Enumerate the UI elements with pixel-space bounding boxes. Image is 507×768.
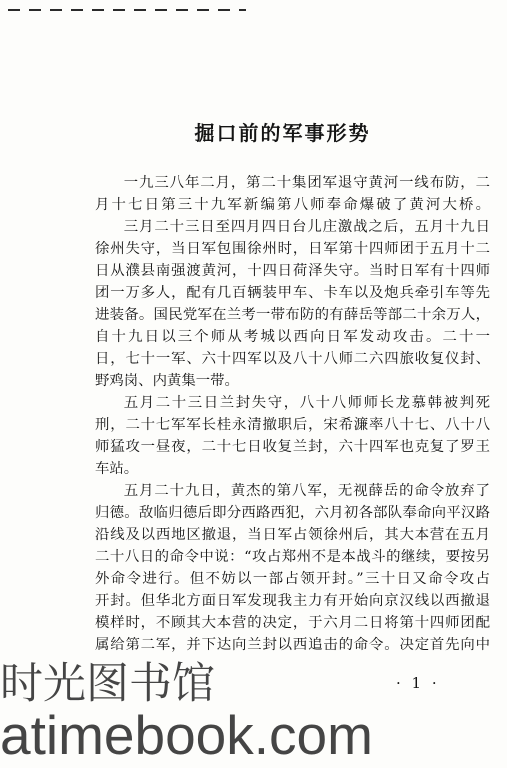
watermark-name: 时光图书馆 [0, 659, 215, 709]
text-line: 进装备。国民党军在兰考一带布防的有薛岳等部二十余万人， [95, 307, 490, 323]
text-line: 五月二十三日兰封失守，八十八师师长龙慕韩被判死 [123, 395, 490, 411]
text-line: 车站。 [95, 461, 139, 477]
paragraph-1 [95, 172, 490, 216]
text-line: 徐州失守，当日军包围徐州时，日军第十四师团于五月十二 [95, 241, 490, 257]
text-line: 野鸡岗、内黄集一带。 [95, 373, 239, 389]
body-text [95, 172, 490, 656]
text-line: 团一万多人，配有几百辆装甲车、卡车以及炮兵牵引车等先 [95, 285, 490, 301]
text-line: 模样时，不顾其大本营的决定，于六月二日将第十四师团配 [95, 615, 490, 631]
paragraph-3 [95, 392, 490, 480]
text-line: 五月二十九日，黄杰的第八军，无视薛岳的命令放弃了 [123, 483, 490, 499]
section-title: 掘口前的军事形势 [194, 121, 371, 145]
watermark-site: atimebook.com [0, 704, 373, 766]
text-line: 月十七日第三十九军新编第八师奉命爆破了黄河大桥。 [95, 197, 490, 213]
text-line: 日从濮县南强渡黄河，十四日荷泽失守。当时日军有十四师 [95, 263, 490, 279]
text-line: 归德。敌临归德后即分西路西犯，六月初各部队奉命向平汉路 [95, 505, 490, 521]
text-line: 一九三八年二月，第二十集团军退守黄河一线布防，二 [123, 175, 490, 191]
page-number: · 1 · [396, 674, 440, 692]
paragraph-2 [95, 216, 490, 392]
paragraph-4 [95, 480, 490, 656]
text-line: 自十九日以三个师从考城以西向日军发动攻击。二十一 [95, 329, 490, 345]
text-line: 师猛攻一昼夜，二十七日收复兰封，六十四军也克复了罗王 [95, 439, 490, 455]
text-line: 三月二十三日至四月四日台儿庄激战之后，五月十九日 [123, 219, 490, 235]
text-line: 属给第二军，并下达向兰封以西追击的命令。决定首先向中 [95, 637, 490, 653]
text-line: 二十八日的命令中说：“攻占郑州不是本战斗的继续，要按另 [95, 549, 490, 565]
text-line: 外命令进行。但不妨以一部占领开封。”三十日又命令攻占 [95, 571, 490, 587]
text-line: 日，七十一军、六十四军以及八十八师二六四旅收复仪封、 [95, 351, 490, 367]
text-line: 开封。但华北方面日军发现我主力有开始向京汉线以西撤退 [95, 593, 490, 609]
text-line: 刑，二十七军军长桂永清撤职后，宋希濂率八十七、八十八 [95, 417, 490, 433]
top-dashed-rule [8, 9, 246, 11]
text-line: 沿线及以西地区撤退，当日军占领徐州后，其大本营在五月 [95, 527, 490, 543]
